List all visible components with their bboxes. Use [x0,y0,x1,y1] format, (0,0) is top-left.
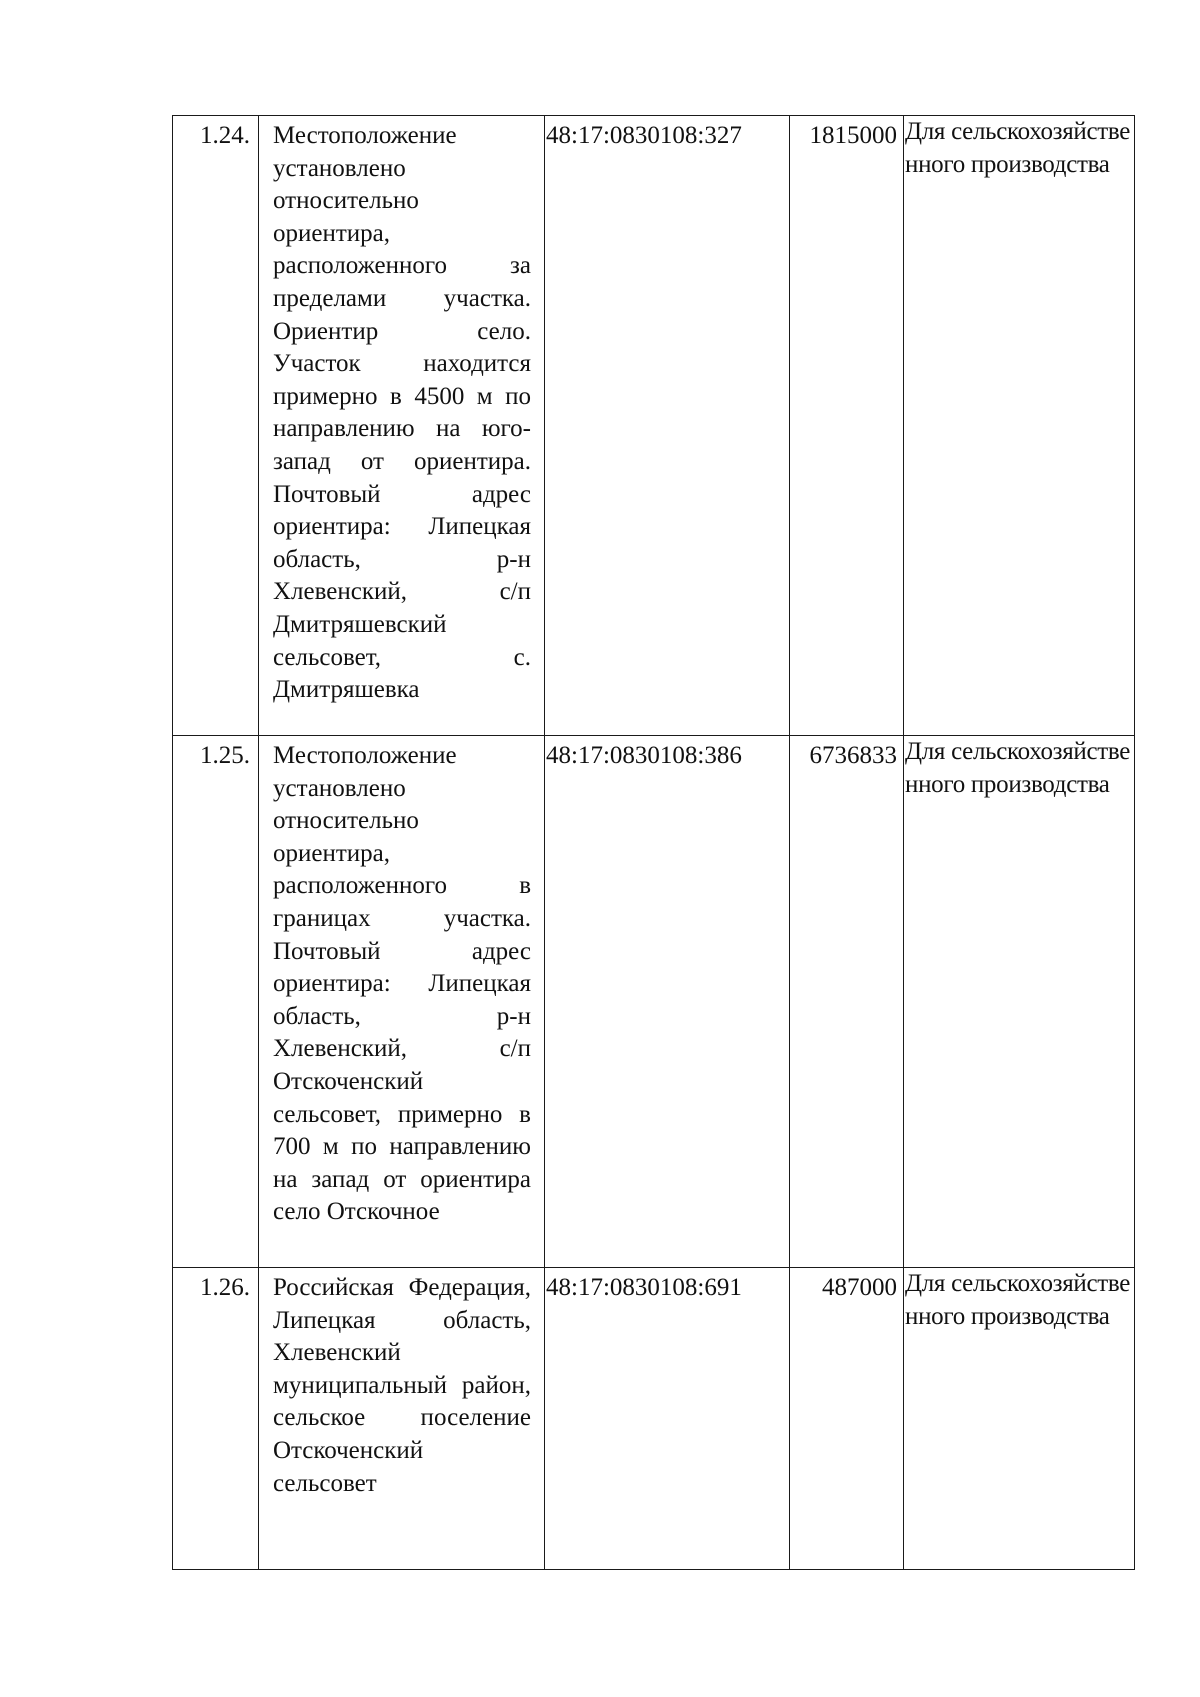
location-text: Российская Федерация, Липецкая область, Хлевенский муниципальный район, сельское поселение Отскоченский сельсовет [273,1274,531,1497]
location-cell [259,116,545,736]
cadastral-number: 48:17:0830108:327 [545,116,790,736]
area-value: 487000 [790,1268,904,1570]
area-value: 1815000 [790,116,904,736]
cadastral-number: 48:17:0830108:691 [545,1268,790,1570]
land-use-cell [904,116,1135,736]
land-use-cell [904,1268,1135,1570]
area-value: 6736833 [790,736,904,1268]
cadastral-number: 48:17:0830108:386 [545,736,790,1268]
row-number: 1.25. [173,736,259,1268]
location-text: Местоположение установлено относительно ориентира, расположенного в границах участка. Почтовый адрес ориентира: Липецкая область, р-н Хлевенский, с/п Отскоченский сельсовет, примерно в 700 м по направлению на запад от ориентира село Отскочное [273,742,531,1226]
row-number: 1.26. [173,1268,259,1570]
land-use-text: Для сельскохозяйственного производства [905,118,1131,178]
table-row [173,116,1135,736]
land-use-text: Для сельскохозяйственного производства [905,738,1131,798]
land-use-text: Для сельскохозяйственного производства [905,1270,1131,1330]
table-row [173,736,1135,1268]
land-use-cell [904,736,1135,1268]
location-cell [259,1268,545,1570]
location-text: Местоположение установлено относительно ориентира, расположенного за пределами участка. Ориентир село. Участок находится примерно в 4500 м по направлению на юго-запад от ориентира. Почтовый адрес ориентира: Липецкая область, р-н Хлевенский, с/п Дмитряшевский сельсовет, с. Дмитряшевка [273,122,531,704]
row-number: 1.24. [173,116,259,736]
table-row [173,1268,1135,1570]
land-plots-table [172,115,1135,1570]
location-cell [259,736,545,1268]
